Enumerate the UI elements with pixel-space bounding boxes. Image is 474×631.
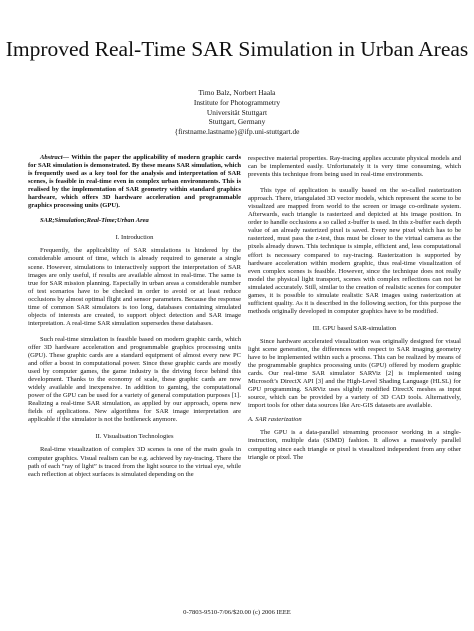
subsection-heading-sar-rasterization: A. SAR rasterization bbox=[248, 416, 302, 424]
author-names: Timo Balz, Norbert Haala bbox=[198, 88, 276, 97]
section-heading-introduction: I. Introduction bbox=[115, 234, 154, 242]
copyright-footer: 0-7803-9510-7/06/$20.00 (c) 2006 IEEE bbox=[183, 609, 291, 616]
visualisation-paragraph-1: Real-time visualization of complex 3D scenes is one of the main goals in computer graphics. Visual realism can be e.g. achieved by ray-tracing. There the path of each “ray of light” is traced from the light source to the virtual eye, while each reflection at object surfaces is simulated depending on the bbox=[28, 446, 241, 478]
author-institute: Institute for Photogrammetry bbox=[193, 97, 281, 107]
author-university: Universität Stuttgart bbox=[206, 107, 268, 117]
visualisation-paragraph-1-continued: respective material properties. Ray-tracing applies accurate physical models and can be implemented easily. Unfortunately it is very time consuming, which prevents this technique from being used in real-time environments. bbox=[248, 155, 461, 179]
author-block bbox=[0, 88, 474, 137]
paper-title: Improved Real-Time SAR Simulation in Urban Areas bbox=[5, 37, 469, 61]
section-heading-visualisation: II. Visualisation Technologies bbox=[95, 433, 174, 441]
right-column bbox=[248, 155, 461, 462]
intro-paragraph-2: Such real-time simulation is feasible based on modern graphic cards, which offer 3D hardware acceleration and programmable graphics processing units (GPU). These graphic cards are a standard equipment of almost every new PC and offer a boost in computational power. Since these graphic cards are mostly used by computer games, the game industry is the driving force behind this development. Thanks to the economy of scale, these graphic cards are now widely available and inexpensive. In addition to gaming, the computational power of the GPU can be used for a variety of general computation purposes [1]. Realizing a real-time SAR simulation, as applied by our approach, opens new fields of applications. New algorithms for SAR image interpretation are applicable if the simulator is not the bottleneck anymore. bbox=[28, 335, 241, 424]
author-email: {firstname.lastname}@ifp.uni-stuttgart.de bbox=[174, 127, 300, 137]
abstract-lead: Abstract— bbox=[40, 154, 70, 161]
visualisation-paragraph-2: This type of application is usually based on the so-called rasterization approach. There, triangulated 3D vector models, which represent the scene to be visualized are mapped from world to the screen or image co-ordinate system. Afterwards, each triangle is rasterized and depicted at his image position. In order to handle occlusions a so called z-buffer is used. In this z-buffer each depth value of an already rasterized pixel is saved. Every new pixel which has to be rasterized, must pass the z-test, thus must be closer to the virtual camera as the pixels already drawn. This technique is simple, efficient and, less computational effort is necessary compared to ray-tracing. Rasterization is supported by hardware acceleration within modern graphic, thus real-time visualization of even complex scenes is feasible. However, since the technique does not really model the physical light transport, scenes with complex reflections can not be simulated accurately. Still, similar to the creation of realistic scenes for computer games, it is possible to simulate realistic SAR images using rasterization at sufficient quality. As it is described in the following section, for this purpose the methods originally developed in computer graphics have to be modified. bbox=[248, 187, 461, 315]
author-city: Stuttgart, Germany bbox=[208, 117, 266, 127]
abstract-text: Within the paper the applicability of modern graphic cards for SAR simulation is demonstrated. By these means SAR simulation, which is frequently used as a key tool for the analysis and interpretation of SAR scenes, is feasible in real-time even in complex urban environments. This is realised by the implementation of SAR geometry within standard graphics hardware, which offers 3D hardware acceleration and programmable graphics processing units (GPU). bbox=[28, 154, 241, 210]
abstract bbox=[28, 154, 241, 210]
index-terms: SAR;Simulation;Real-Time;Urban Area bbox=[40, 217, 149, 225]
intro-paragraph-1: Frequently, the applicability of SAR simulations is hindered by the considerable amount of time, which is already required to generate a single scene. However, simulations to interactively support the interpretation of SAR images are only useful, if results are available almost in real-time. The same is true for SAR mission planning. Especially in urban areas a considerable number of test scenarios have to be checked in order to avoid or at least reduce occlusions by almost optimal flight and sensor parameters. Because the response time of common SAR simulators is too long, databases containing simulated objects of interests are created, to support object detection and SAR image interpretation. A real-time SAR simulation supersedes these databases. bbox=[28, 247, 241, 327]
section-heading-gpu-sar-simulation: III. GPU based SAR-simulation bbox=[312, 324, 397, 332]
gpu-paragraph-1: Since hardware accelerated visualization was originally designed for visual light scene generation, the differences with respect to SAR imaging geometry have to be implemented within such a process. This can be realized by means of the programmable graphics processing units (GPU) offered by modern graphic cards. Our real-time SAR simulator SARViz [2] is implemented using Microsoft’s DirectX API [3] and the High-Level Shading Language (HLSL) for GPU programming. SARViz uses slightly modified DirectX meshes as input source, which can be provided by a variety of 3D CAD tools. Alternatively, import tools for other data sources like Arc-GIS datasets are available. bbox=[248, 337, 461, 410]
left-column bbox=[28, 154, 241, 479]
rasterization-paragraph-1: The GPU is a data-parallel streaming processor working in a single-instruction, multiple data (SIMD) fashion. It allows a massively parallel computing since each triangle or pixel is visualized independent from any other triangle or pixel. The bbox=[248, 429, 461, 461]
